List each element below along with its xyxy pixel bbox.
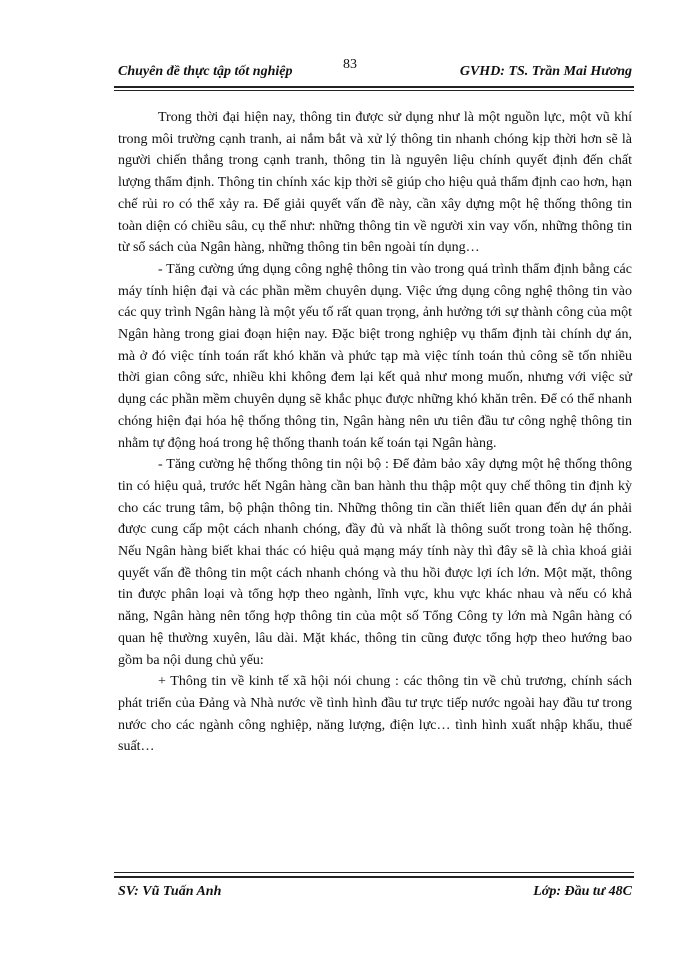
paragraph-internal-information: - Tăng cường hệ thống thông tin nội bộ : Để đảm bảo xây dựng một hệ thống thông tin có hiệu quả, trước hết Ngân hàng cần ban hành thu thập một quy chế thông tin định kỳ cho các trung tâm, bộ phận thông tin. Những thông tin cần thiết liên quan đến dự án phải được cung cấp một cách nhanh chóng, đầy đủ và nhất là thông suốt trong toàn hệ thống. Nếu Ngân hàng biết khai thác có hiệu quả mạng máy tính này thì đây sẽ là chìa khoá giải quyết vấn đề thông tin một cách nhanh chóng và thu hồi được lợi ích lớn. Một mặt, thông tin được phân loại và tổng hợp theo ngành, lĩnh vực, khu vực khác nhau và nếu có khả năng, Ngân hàng nên tổng hợp thông tin của một số Tổng Công ty lớn mà Ngân hàng có quan hệ thường xuyên, lâu dài. Mặt khác, thông tin cũng được tổng hợp theo hướng bao gồm ba nội dung chủ yếu:	[118, 457, 632, 668]
page-number: 83	[343, 57, 357, 72]
footer-rule-thin	[114, 872, 634, 873]
footer-student: SV: Vũ Tuấn Anh	[118, 884, 222, 899]
page-header	[118, 64, 632, 84]
header-rule-thin	[114, 90, 634, 91]
paragraph-socioeconomic-info: + Thông tin về kinh tế xã hội nói chung : các thông tin về chủ trương, chính sách phát triển của Đảng và Nhà nước về tình hình đầu tư trực tiếp nước ngoài hay đầu tư trong nước cho các ngành công nghiệp, năng lượng, điện lực… tình hình xuất nhập khẩu, thuế suất…	[118, 674, 632, 755]
header-rule-thick	[114, 86, 634, 88]
footer-rule-thick	[114, 876, 634, 878]
page-footer	[118, 884, 632, 904]
header-document-title: Chuyên đề thực tập tốt nghiệp	[118, 64, 293, 79]
paragraph-intro: Trong thời đại hiện nay, thông tin được sử dụng như là một nguồn lực, một vũ khí trong môi trường cạnh tranh, ai nắm bắt và xử lý thông tin nhanh chóng kịp thời hơn sẽ là người chiến thắng trong cạnh tranh, thông tin là nguyên liệu chính quyết định đến chất lượng thẩm định. Thông tin chính xác kịp thời sẽ giúp cho hiệu quả thẩm định cao hơn, hạn chế rủi ro có thể xảy ra. Để giải quyết vấn đề này, cần xây dựng một hệ thống thông tin toàn diện có chiều sâu, cụ thể như: những thông tin về người xin vay vốn, những thông tin từ sổ sách của Ngân hàng, những thông tin bên ngoài tín dụng…	[118, 110, 632, 256]
document-body	[118, 107, 632, 758]
paragraph-it-application: - Tăng cường ứng dụng công nghệ thông tin vào trong quá trình thẩm định bằng các máy tính hiện đại và các phần mềm chuyên dụng. Việc ứng dụng công nghệ thông tin vào các quy trình Ngân hàng là một yếu tố rất quan trọng, ảnh hưởng tới sự thành công của một Ngân hàng trong giai đoạn hiện nay. Đặc biệt trong nghiệp vụ thẩm định tài chính dự án, mà ở đó việc tính toán rất khó khăn và phức tạp mà việc tính toán thủ công sẽ tốn nhiều thời gian công sức, nhiều khi không đem lại kết quả như mong muốn, nhưng với việc sử dụng các phần mềm chuyên dụng sẽ khắc phục được những khó khăn trên. Để có thể nhanh chóng hiện đại hóa hệ thống thông tin, Ngân hàng nên ưu tiên đầu tư công nghệ thông tin nhằm tự động hoá trong hệ thống thanh toán kế toán tại Ngân hàng.	[118, 261, 632, 451]
header-supervisor: GVHD: TS. Trần Mai Hương	[459, 64, 632, 79]
footer-class: Lớp: Đầu tư 48C	[533, 884, 632, 899]
